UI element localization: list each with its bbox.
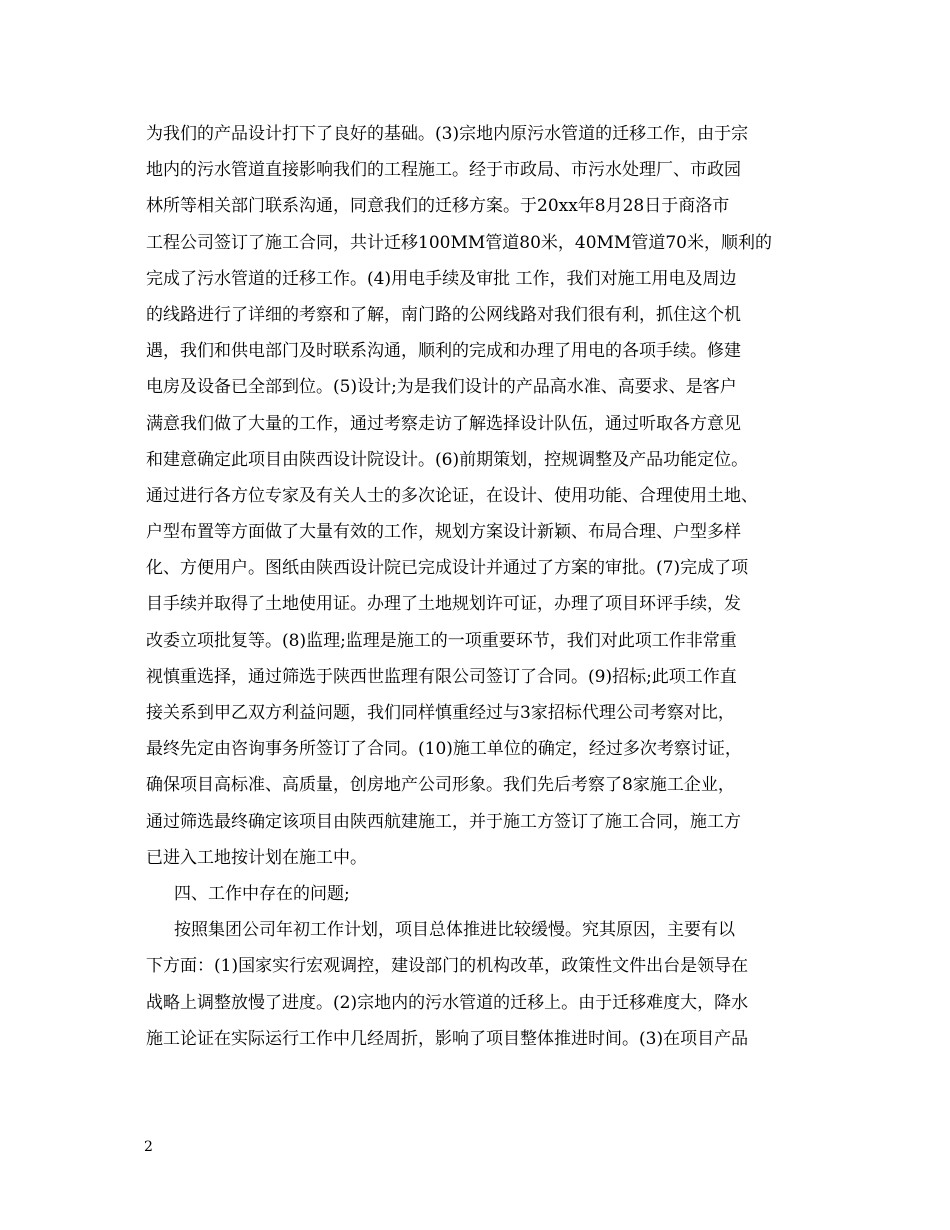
text-line: 地内的污水管道直接影响我们的工程施工。经于市政局、市污水处理厂、市政园 bbox=[146, 160, 741, 181]
text-line: 视慎重选择，通过筛选于陕西世监理有限公司签订了合同。(9)招标;此项工作直 bbox=[146, 666, 737, 687]
text-line: 下方面：(1)国家实行宏观调控，建设部门的机构改革，政策性文件出台是领导在 bbox=[146, 956, 749, 977]
text-line: 户型布置等方面做了大量有效的工作，规划方案设计新颖、布局合理、户型多样 bbox=[146, 522, 741, 543]
text-line: 接关系到甲乙双方利益问题，我们同样慎重经过与3家招标代理公司考察对比， bbox=[146, 703, 735, 723]
text-line: 改委立项批复等。(8)监理;监理是施工的一项重要环节，我们对此项工作非常重 bbox=[146, 630, 737, 651]
body-text bbox=[146, 116, 806, 1057]
text-line: 的线路进行了详细的考察和了解，南门路的公网线路对我们很有利，抓住这个机 bbox=[146, 304, 741, 325]
section-heading: 四、工作中存在的问题; bbox=[174, 883, 350, 904]
text-line: 工程公司签订了施工合同，共计迁移100MM管道80米，40MM管道70米，顺利的 bbox=[146, 232, 772, 253]
text-line: 通过筛选最终确定该项目由陕西航建施工，并于施工方签订了施工合同，施工方 bbox=[146, 811, 741, 832]
text-line: 林所等相关部门联系沟通，同意我们的迁移方案。于20xx年8月28日于商洛市 bbox=[146, 196, 730, 217]
text-line: 满意我们做了大量的工作，通过考察走访了解选择设计队伍，通过听取各方意见 bbox=[146, 413, 741, 434]
text-line: 为我们的产品设计打下了良好的基础。(3)宗地内原污水管道的迁移工作，由于宗 bbox=[146, 124, 749, 144]
text-line: 通过进行各方位专家及有关人士的多次论证，在设计、使用功能、合理使用土地、 bbox=[146, 485, 758, 506]
text-line: 遇，我们和供电部门及时联系沟通，顺利的完成和办理了用电的各项手续。修建 bbox=[146, 341, 741, 362]
text-line: 已进入工地按计划在施工中。 bbox=[146, 847, 367, 868]
page-number: 2 bbox=[144, 1139, 153, 1155]
text-line: 目手续并取得了土地使用证。办理了土地规划许可证，办理了项目环评手续，发 bbox=[146, 594, 741, 615]
text-line: 战略上调整放慢了进度。(2)宗地内的污水管道的迁移上。由于迁移难度大，降水 bbox=[146, 992, 749, 1013]
text-line: 化、方便用户。图纸由陕西设计院已完成设计并通过了方案的审批。(7)完成了项 bbox=[146, 558, 749, 579]
text-line: 施工论证在实际运行工作中几经周折，影响了项目整体推进时间。(3)在项目产品 bbox=[146, 1028, 749, 1049]
text-line: 完成了污水管道的迁移工作。(4)用电手续及审批 工作，我们对施工用电及周边 bbox=[146, 268, 737, 289]
text-line: 确保项目高标准、高质量，创房地产公司形象。我们先后考察了8家施工企业， bbox=[146, 775, 735, 796]
paragraph-first-line: 按照集团公司年初工作计划，项目总体推进比较缓慢。究其原因，主要有以 bbox=[174, 920, 735, 941]
text-line: 和建意确定此项目由陕西设计院设计。(6)前期策划，控规调整及产品功能定位。 bbox=[146, 449, 749, 470]
text-line: 电房及设备已全部到位。(5)设计;为是我们设计的产品高水准、高要求、是客户 bbox=[146, 377, 737, 398]
text-line: 最终先定由咨询事务所签订了合同。(10)施工单位的确定，经过多次考察讨证， bbox=[146, 739, 742, 760]
